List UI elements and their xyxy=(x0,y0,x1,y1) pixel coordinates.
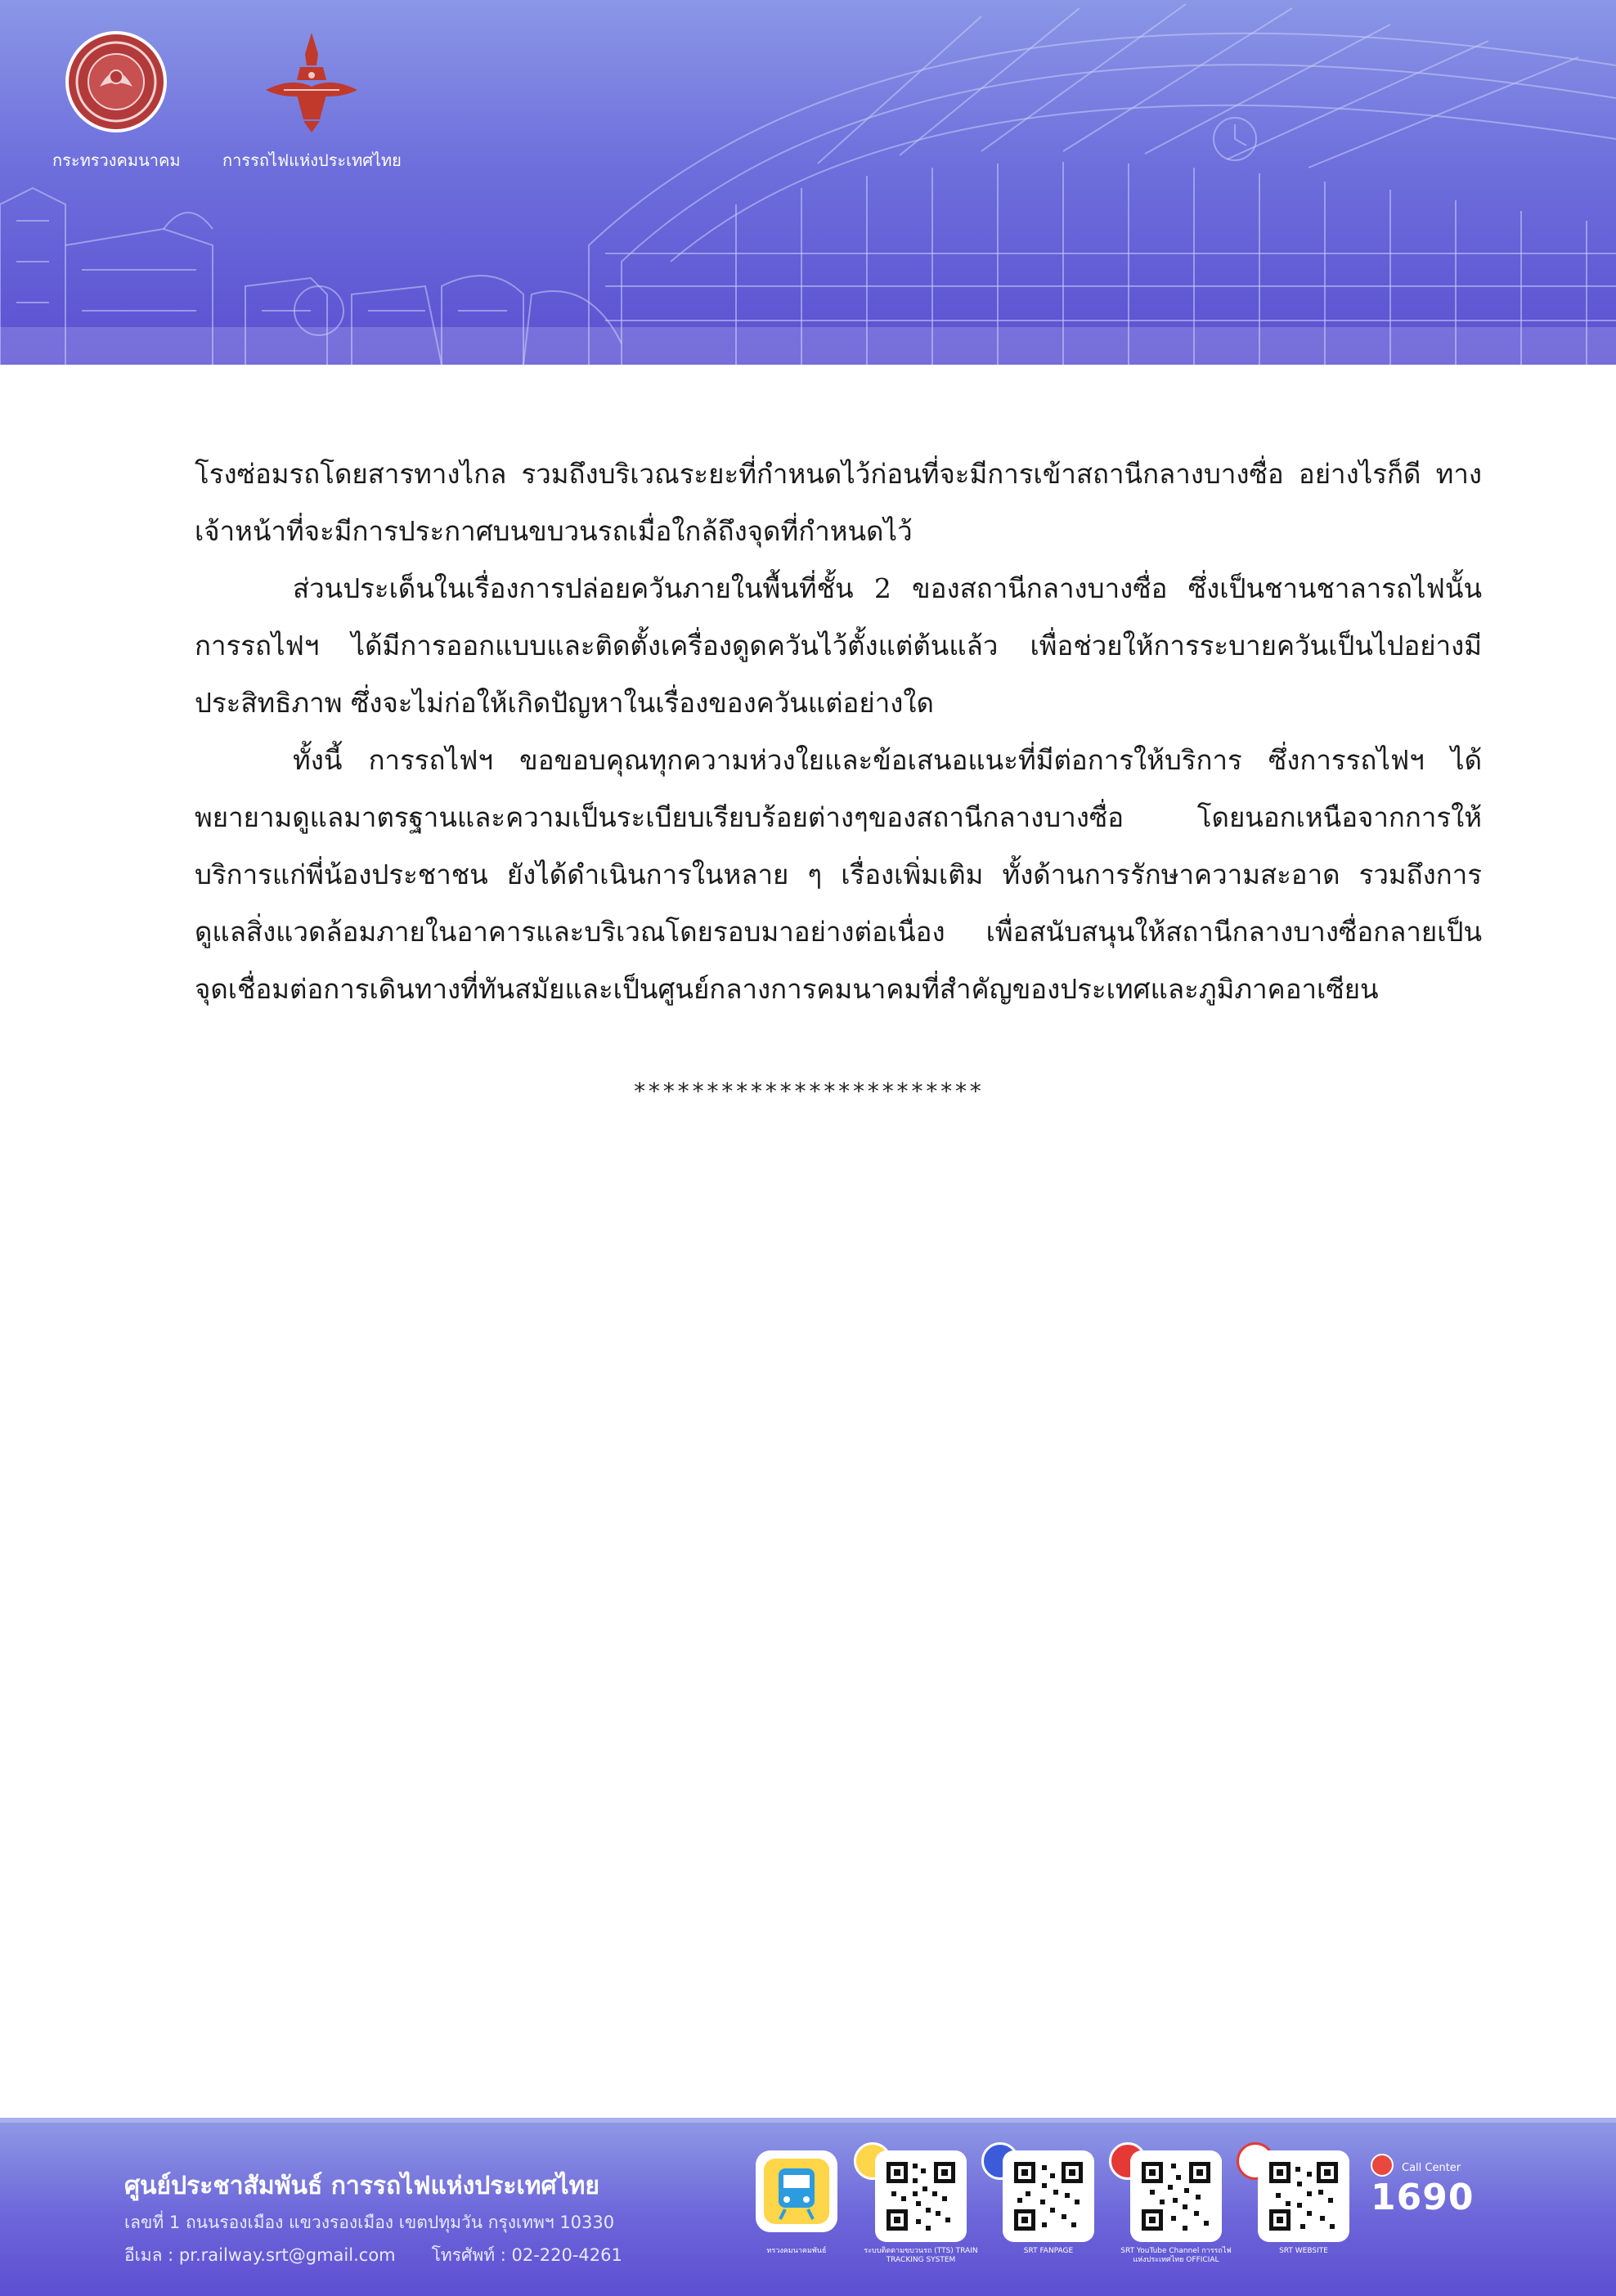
end-separator: ************************ xyxy=(632,1078,984,1105)
paragraph-1: โรงซ่อมรถโดยสารทางไกล รวมถึงบริเวณระยะที่กำหนดไว้ก่อนที่จะมีการเข้าสถานีกลางบางซื่อ อย่างไรก็ดี ทางเจ้าหน้าที่จะมีการประกาศบนขบวนรถเมื่อใกล้ถึงจุดที่กำหนดไว้ xyxy=(195,458,1482,547)
fanpage-qr-code[interactable] xyxy=(1003,2150,1094,2242)
website-qr-code[interactable] xyxy=(1258,2150,1349,2242)
app-caption: ทรวงคมนาคมพันธ์ xyxy=(766,2247,827,2255)
ministry-seal-icon xyxy=(64,29,168,134)
ministry-logo xyxy=(52,29,181,173)
garuda-emblem-icon xyxy=(259,29,364,134)
call-center-icon xyxy=(1371,2154,1394,2177)
footer-phone[interactable]: โทรศัพท์ : 02-220-4261 xyxy=(431,2245,622,2265)
footer-email[interactable]: อีเมล : pr.railway.srt@gmail.com xyxy=(124,2245,396,2265)
srt-label: การรถไฟแห่งประเทศไทย xyxy=(222,150,402,170)
paragraph-3: ทั้งนี้ การรถไฟฯ ขอขอบคุณทุกความห่วงใยและข้อเสนอแนะที่มีต่อการให้บริการ ซึ่งการรถไฟฯ ได้พยายามดูแลมาตรฐานและความเป็นระเบียบเรียบร้อยต่างๆของสถานีกลางบางซื่อ โดยนอกเหนือจากการให้บริการแก่พี่น้องประชาชน ยังได้ดำเนินการในหลาย ๆ เรื่องเพิ่มเติม ทั้งด้านการรักษาความสะอาด รวมถึงการดูแลสิ่งแวดล้อมภายในอาคารและบริเวณโดยรอบมาอย่างต่อเนื่อง เพื่อสนับสนุนให้สถานีกลางบางซื่อกลายเป็นจุดเชื่อมต่อการเดินทางที่ทันสมัยและเป็นศูนย์กลางการคมนาคมที่สำคัญของประเทศและภูมิภาคอาเซียน xyxy=(195,744,1482,1005)
youtube-qr-code[interactable] xyxy=(1130,2150,1222,2242)
call-center-label: Call Center xyxy=(1402,2162,1461,2174)
youtube-caption: SRT YouTube Channel การรถไฟแห่งประเทศไทย OFFICIAL xyxy=(1120,2247,1232,2264)
website-caption: SRT WEBSITE xyxy=(1279,2247,1328,2255)
footer-title: ศูนย์ประชาสัมพันธ์ การรถไฟแห่งประเทศไทย xyxy=(124,2172,600,2200)
ministry-label: กระทรวงคมนาคม xyxy=(52,150,181,170)
header-banner xyxy=(0,0,1616,365)
paragraph-2: ส่วนประเด็นในเรื่องการปล่อยควันภายในพื้นที่ชั้น 2 ของสถานีกลางบางซื่อ ซึ่งเป็นชานชาลารถไฟนั้น การรถไฟฯ ได้มีการออกแบบและติดตั้งเครื่องดูดควันไว้ตั้งแต่ต้นแล้ว เพื่อช่วยให้การระบายควันเป็นไปอย่างมีประสิทธิภาพ ซึ่งจะไม่ก่อให้เกิดปัญหาในเรื่องของควันแต่อย่างใด xyxy=(195,572,1482,719)
footer-address: เลขที่ 1 ถนนรองเมือง แขวงรองเมือง เขตปทุมวัน กรุงเทพฯ 10330 xyxy=(124,2213,615,2232)
footer-contact xyxy=(124,2242,622,2269)
fanpage-caption: SRT FANPAGE xyxy=(1023,2247,1074,2255)
tts-qr-code[interactable] xyxy=(875,2150,967,2242)
footer-banner xyxy=(0,2118,1616,2296)
press-release-body xyxy=(195,446,1482,1018)
tts-caption: ระบบติดตามขบวนรถ (TTS) TRAIN TRACKING SYSTEM xyxy=(864,2247,978,2264)
train-app-icon[interactable] xyxy=(756,2150,837,2232)
srt-app[interactable] xyxy=(756,2150,837,2232)
call-center-number[interactable]: 1690 xyxy=(1371,2177,1475,2218)
srt-logo xyxy=(222,29,402,173)
